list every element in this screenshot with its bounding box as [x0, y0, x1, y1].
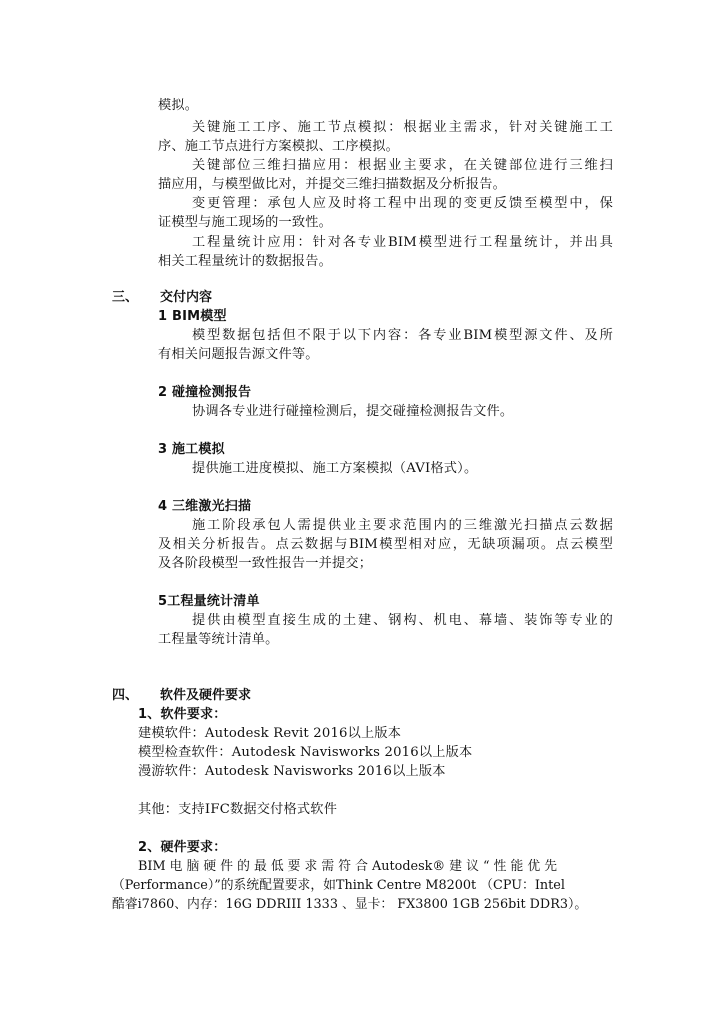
item-text: 提供由模型直接生成的土建、钢构、机电、幕墙、装饰等专业的: [192, 613, 613, 628]
item-heading: 4 三维激光扫描: [158, 499, 252, 514]
item-text: 及各阶段模型一致性报告一并提交；: [158, 556, 373, 571]
intro-paragraph: 变更管理：承包人应及时将工程中出现的变更反馈至模型中，保: [192, 196, 613, 211]
intro-line: 模拟。: [158, 98, 199, 113]
section-4-title: 软件及硬件要求: [160, 688, 252, 703]
item-text: 施工阶段承包人需提供业主要求范围内的三维激光扫描点云数据: [192, 518, 613, 533]
hardware-text: 酷睿i7860、内存：16G DDRIII 1333 、显卡： FX3800 1GB 256bit DDR3）。: [112, 897, 588, 912]
item-heading: 1 BIM模型: [158, 309, 227, 324]
intro-line: 证模型与施工现场的一致性。: [158, 215, 333, 230]
intro-line: 相关工程量统计的数据报告。: [158, 254, 333, 269]
item-text: 提供施工进度模拟、施工方案模拟（AVI格式）。: [192, 461, 478, 476]
item-text: 协调各专业进行碰撞检测后，提交碰撞检测报告文件。: [192, 404, 514, 419]
hardware-text: BIM 电 脑 硬 件 的 最 低 要 求 需 符 合 Autodesk® 建 议 “ 性 能 优 先: [138, 859, 558, 874]
section-3-number: 三、: [112, 290, 139, 305]
section-4-number: 四、: [112, 688, 139, 703]
item-heading: 2 碰撞检测报告: [158, 385, 252, 400]
software-item: 模型检查软件：Autodesk Navisworks 2016以上版本: [138, 745, 473, 760]
software-other: 其他：支持IFC数据交付格式软件: [138, 802, 338, 817]
software-heading: 1、软件要求：: [138, 707, 227, 722]
intro-line: 序、施工节点进行方案模拟、工序模拟。: [158, 139, 399, 154]
intro-paragraph: 关键部位三维扫描应用：根据业主要求，在关键部位进行三维扫: [192, 158, 613, 173]
hardware-heading: 2、硬件要求：: [138, 840, 227, 855]
software-item: 建模软件：Autodesk Revit 2016以上版本: [138, 726, 402, 741]
section-3-title: 交付内容: [160, 290, 213, 305]
item-text: 有相关问题报告源文件等。: [158, 347, 319, 362]
item-text: 及相关分析报告。点云数据与BIM模型相对应，无缺项漏项。点云模型: [158, 537, 613, 552]
item-text: 工程量等统计清单。: [158, 632, 279, 647]
item-heading: 5工程量统计清单: [158, 594, 260, 609]
item-heading: 3 施工模拟: [158, 442, 225, 457]
intro-paragraph: 工程量统计应用：针对各专业BIM模型进行工程量统计，并出具: [192, 235, 613, 250]
hardware-text: （Performance）”的系统配置要求，如Think Centre M8200t （CPU：Intel: [112, 878, 565, 893]
intro-line: 描应用，与模型做比对，并提交三维扫描数据及分析报告。: [158, 177, 507, 192]
item-text: 模型数据包括但不限于以下内容：各专业BIM模型源文件、及所: [192, 328, 613, 343]
intro-paragraph: 关键施工工序、施工节点模拟：根据业主需求，针对关键施工工: [192, 120, 613, 135]
software-item: 漫游软件：Autodesk Navisworks 2016以上版本: [138, 764, 446, 779]
